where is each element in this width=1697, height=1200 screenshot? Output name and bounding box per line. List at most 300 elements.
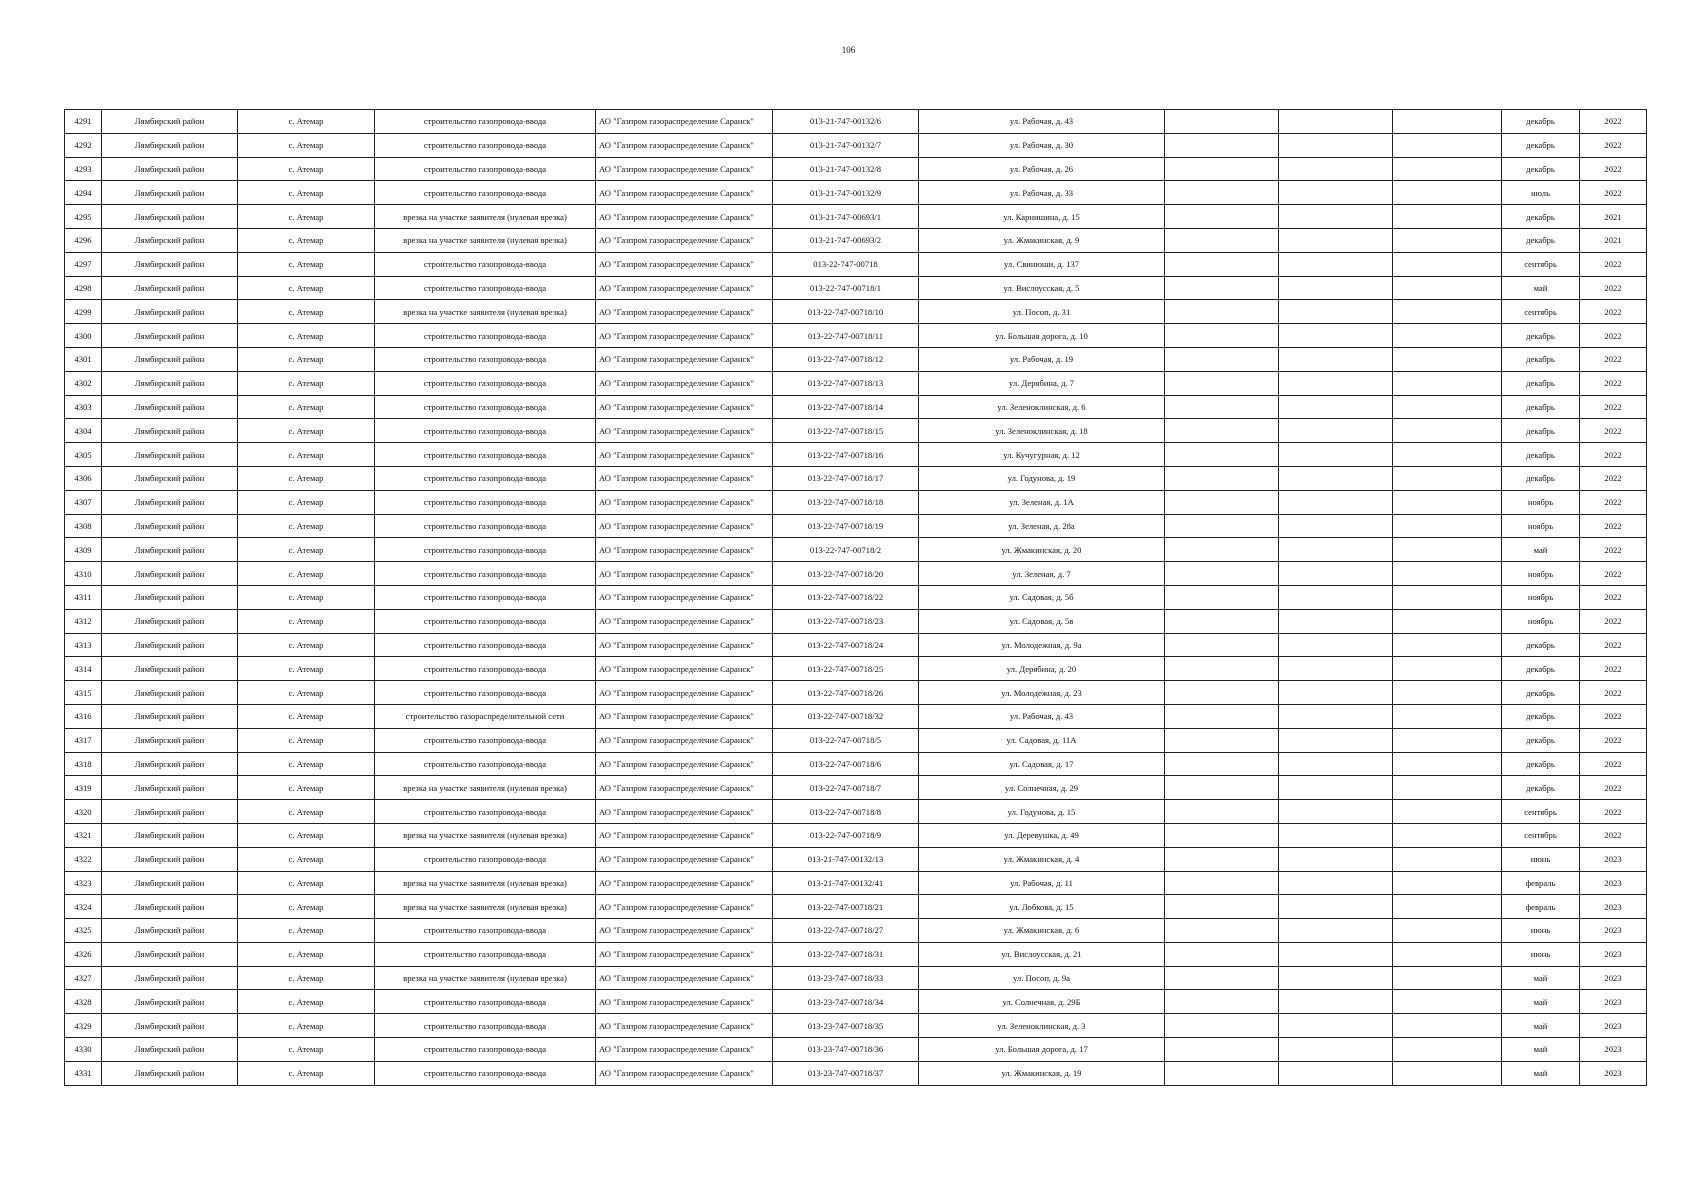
- cell-district: Лямбирский район: [102, 585, 238, 609]
- cell-address: ул. Садовая, д. 5в: [919, 609, 1165, 633]
- cell-work-type: строительство газопровода-ввода: [375, 181, 596, 205]
- cell-settlement: с. Атемар: [238, 704, 375, 728]
- cell-district: Лямбирский район: [102, 1014, 238, 1038]
- table-row: [65, 1038, 1647, 1062]
- cell-empty-col-1: [1165, 324, 1279, 348]
- cell-month: декабрь: [1502, 752, 1580, 776]
- cell-application-number: 013-21-747-00132/7: [773, 133, 919, 157]
- cell-year: 2023: [1580, 990, 1647, 1014]
- cell-year: 2021: [1580, 228, 1647, 252]
- cell-application-number: 013-22-747-00718/16: [773, 443, 919, 467]
- cell-month: ноябрь: [1502, 514, 1580, 538]
- cell-empty-col-2: [1279, 443, 1393, 467]
- cell-settlement: с. Атемар: [238, 966, 375, 990]
- cell-empty-col-2: [1279, 110, 1393, 134]
- cell-row-number: 4297: [65, 252, 102, 276]
- cell-empty-col-1: [1165, 609, 1279, 633]
- cell-application-number: 013-22-747-00718/6: [773, 752, 919, 776]
- cell-district: Лямбирский район: [102, 371, 238, 395]
- cell-year: 2022: [1580, 300, 1647, 324]
- cell-row-number: 4330: [65, 1038, 102, 1062]
- cell-year: 2021: [1580, 205, 1647, 229]
- table-row: [65, 395, 1647, 419]
- cell-district: Лямбирский район: [102, 681, 238, 705]
- cell-row-number: 4327: [65, 966, 102, 990]
- cell-application-number: 013-22-747-00718/5: [773, 728, 919, 752]
- table-row: [65, 514, 1647, 538]
- cell-year: 2023: [1580, 871, 1647, 895]
- cell-row-number: 4301: [65, 347, 102, 371]
- cell-district: Лямбирский район: [102, 538, 238, 562]
- cell-work-type: строительство газопровода-ввода: [375, 1061, 596, 1085]
- cell-work-type: строительство газопровода-ввода: [375, 1038, 596, 1062]
- cell-empty-col-2: [1279, 514, 1393, 538]
- cell-settlement: с. Атемар: [238, 419, 375, 443]
- cell-address: ул. Садовая, д. 17: [919, 752, 1165, 776]
- cell-district: Лямбирский район: [102, 728, 238, 752]
- cell-empty-col-1: [1165, 657, 1279, 681]
- cell-empty-col-2: [1279, 657, 1393, 681]
- cell-application-number: 013-22-747-00718/11: [773, 324, 919, 348]
- table-row: [65, 728, 1647, 752]
- table-row: [65, 371, 1647, 395]
- cell-empty-col-1: [1165, 1038, 1279, 1062]
- cell-year: 2022: [1580, 371, 1647, 395]
- cell-settlement: с. Атемар: [238, 205, 375, 229]
- cell-empty-col-3: [1393, 681, 1502, 705]
- cell-year: 2022: [1580, 800, 1647, 824]
- cell-work-type: строительство газопровода-ввода: [375, 157, 596, 181]
- cell-organization: АО "Газпром газораспределение Саранск": [596, 704, 773, 728]
- cell-settlement: с. Атемар: [238, 657, 375, 681]
- cell-address: ул. Рабочая, д. 26: [919, 157, 1165, 181]
- cell-year: 2022: [1580, 657, 1647, 681]
- cell-row-number: 4325: [65, 919, 102, 943]
- cell-address: ул. Зеленая, д. 28а: [919, 514, 1165, 538]
- cell-settlement: с. Атемар: [238, 228, 375, 252]
- cell-month: сентябрь: [1502, 300, 1580, 324]
- cell-settlement: с. Атемар: [238, 133, 375, 157]
- cell-settlement: с. Атемар: [238, 514, 375, 538]
- cell-application-number: 013-22-747-00718/32: [773, 704, 919, 728]
- cell-empty-col-1: [1165, 228, 1279, 252]
- cell-empty-col-3: [1393, 895, 1502, 919]
- cell-row-number: 4322: [65, 847, 102, 871]
- cell-address: ул. Солнечная, д. 29: [919, 776, 1165, 800]
- cell-settlement: с. Атемар: [238, 466, 375, 490]
- cell-organization: АО "Газпром газораспределение Саранск": [596, 609, 773, 633]
- cell-month: декабрь: [1502, 466, 1580, 490]
- cell-application-number: 013-22-747-00718/14: [773, 395, 919, 419]
- cell-work-type: строительство газопровода-ввода: [375, 395, 596, 419]
- cell-organization: АО "Газпром газораспределение Саранск": [596, 466, 773, 490]
- cell-year: 2022: [1580, 538, 1647, 562]
- cell-empty-col-2: [1279, 347, 1393, 371]
- cell-empty-col-3: [1393, 205, 1502, 229]
- cell-row-number: 4310: [65, 562, 102, 586]
- cell-settlement: с. Атемар: [238, 347, 375, 371]
- cell-work-type: строительство газопровода-ввода: [375, 681, 596, 705]
- cell-year: 2022: [1580, 681, 1647, 705]
- cell-month: декабрь: [1502, 633, 1580, 657]
- cell-district: Лямбирский район: [102, 514, 238, 538]
- cell-year: 2022: [1580, 490, 1647, 514]
- cell-year: 2022: [1580, 276, 1647, 300]
- table-row: [65, 966, 1647, 990]
- cell-application-number: 013-23-747-00718/35: [773, 1014, 919, 1038]
- table-row: [65, 228, 1647, 252]
- table-row: [65, 823, 1647, 847]
- cell-empty-col-3: [1393, 776, 1502, 800]
- cell-district: Лямбирский район: [102, 633, 238, 657]
- cell-empty-col-3: [1393, 752, 1502, 776]
- cell-work-type: строительство газопровода-ввода: [375, 919, 596, 943]
- cell-empty-col-2: [1279, 466, 1393, 490]
- cell-settlement: с. Атемар: [238, 585, 375, 609]
- cell-organization: АО "Газпром газораспределение Саранск": [596, 633, 773, 657]
- cell-month: декабрь: [1502, 110, 1580, 134]
- cell-year: 2022: [1580, 419, 1647, 443]
- registry-table: [64, 109, 1647, 1086]
- cell-district: Лямбирский район: [102, 466, 238, 490]
- cell-organization: АО "Газпром газораспределение Саранск": [596, 752, 773, 776]
- cell-settlement: с. Атемар: [238, 633, 375, 657]
- cell-work-type: строительство газопровода-ввода: [375, 276, 596, 300]
- cell-application-number: 013-22-747-00718/15: [773, 419, 919, 443]
- cell-work-type: строительство газопровода-ввода: [375, 609, 596, 633]
- table-row: [65, 776, 1647, 800]
- cell-empty-col-2: [1279, 800, 1393, 824]
- cell-work-type: врезка на участке заявителя (нулевая врезка): [375, 205, 596, 229]
- cell-work-type: врезка на участке заявителя (нулевая врезка): [375, 966, 596, 990]
- cell-empty-col-2: [1279, 324, 1393, 348]
- table-row: [65, 419, 1647, 443]
- cell-year: 2023: [1580, 895, 1647, 919]
- cell-year: 2022: [1580, 443, 1647, 467]
- cell-district: Лямбирский район: [102, 228, 238, 252]
- table-row: [65, 1014, 1647, 1038]
- cell-application-number: 013-22-747-00718/24: [773, 633, 919, 657]
- cell-row-number: 4296: [65, 228, 102, 252]
- cell-application-number: 013-22-747-00718/1: [773, 276, 919, 300]
- cell-work-type: строительство газопровода-ввода: [375, 252, 596, 276]
- cell-settlement: с. Атемар: [238, 181, 375, 205]
- cell-work-type: врезка на участке заявителя (нулевая врезка): [375, 871, 596, 895]
- cell-address: ул. Лобкова, д. 15: [919, 895, 1165, 919]
- cell-district: Лямбирский район: [102, 110, 238, 134]
- cell-district: Лямбирский район: [102, 776, 238, 800]
- cell-month: ноябрь: [1502, 609, 1580, 633]
- cell-year: 2022: [1580, 157, 1647, 181]
- cell-year: 2022: [1580, 133, 1647, 157]
- cell-district: Лямбирский район: [102, 443, 238, 467]
- cell-settlement: с. Атемар: [238, 895, 375, 919]
- cell-row-number: 4329: [65, 1014, 102, 1038]
- cell-row-number: 4314: [65, 657, 102, 681]
- cell-empty-col-3: [1393, 871, 1502, 895]
- cell-work-type: строительство газораспределительной сети: [375, 704, 596, 728]
- cell-empty-col-3: [1393, 847, 1502, 871]
- cell-empty-col-1: [1165, 395, 1279, 419]
- table-row: [65, 990, 1647, 1014]
- cell-empty-col-2: [1279, 776, 1393, 800]
- cell-empty-col-3: [1393, 395, 1502, 419]
- cell-year: 2023: [1580, 919, 1647, 943]
- cell-application-number: 013-21-747-00132/8: [773, 157, 919, 181]
- cell-year: 2022: [1580, 704, 1647, 728]
- cell-empty-col-1: [1165, 252, 1279, 276]
- cell-month: декабрь: [1502, 681, 1580, 705]
- cell-month: сентябрь: [1502, 823, 1580, 847]
- cell-empty-col-1: [1165, 443, 1279, 467]
- cell-empty-col-2: [1279, 181, 1393, 205]
- cell-empty-col-2: [1279, 419, 1393, 443]
- cell-application-number: 013-22-747-00718/23: [773, 609, 919, 633]
- cell-year: 2023: [1580, 966, 1647, 990]
- cell-work-type: строительство газопровода-ввода: [375, 371, 596, 395]
- cell-empty-col-2: [1279, 728, 1393, 752]
- cell-settlement: с. Атемар: [238, 800, 375, 824]
- cell-month: июнь: [1502, 919, 1580, 943]
- cell-work-type: строительство газопровода-ввода: [375, 562, 596, 586]
- cell-empty-col-3: [1393, 324, 1502, 348]
- cell-address: ул. Зеленоклинская, д. 3: [919, 1014, 1165, 1038]
- cell-year: 2022: [1580, 324, 1647, 348]
- cell-address: ул. Деревушка, д. 49: [919, 823, 1165, 847]
- cell-application-number: 013-23-747-00718/37: [773, 1061, 919, 1085]
- cell-district: Лямбирский район: [102, 823, 238, 847]
- cell-work-type: строительство газопровода-ввода: [375, 585, 596, 609]
- cell-month: июль: [1502, 181, 1580, 205]
- cell-row-number: 4323: [65, 871, 102, 895]
- cell-settlement: с. Атемар: [238, 300, 375, 324]
- cell-empty-col-2: [1279, 538, 1393, 562]
- cell-work-type: строительство газопровода-ввода: [375, 538, 596, 562]
- cell-month: май: [1502, 1014, 1580, 1038]
- cell-empty-col-1: [1165, 419, 1279, 443]
- cell-empty-col-3: [1393, 728, 1502, 752]
- cell-month: май: [1502, 966, 1580, 990]
- cell-empty-col-1: [1165, 990, 1279, 1014]
- cell-empty-col-3: [1393, 110, 1502, 134]
- cell-organization: АО "Газпром газораспределение Саранск": [596, 942, 773, 966]
- cell-empty-col-1: [1165, 371, 1279, 395]
- table-row: [65, 633, 1647, 657]
- cell-empty-col-1: [1165, 133, 1279, 157]
- cell-organization: АО "Газпром газораспределение Саранск": [596, 847, 773, 871]
- cell-empty-col-1: [1165, 300, 1279, 324]
- cell-row-number: 4313: [65, 633, 102, 657]
- cell-month: июнь: [1502, 847, 1580, 871]
- cell-organization: АО "Газпром газораспределение Саранск": [596, 490, 773, 514]
- cell-address: ул. Жмакинская, д. 20: [919, 538, 1165, 562]
- cell-month: декабрь: [1502, 324, 1580, 348]
- cell-row-number: 4308: [65, 514, 102, 538]
- cell-work-type: врезка на участке заявителя (нулевая врезка): [375, 300, 596, 324]
- cell-empty-col-3: [1393, 300, 1502, 324]
- cell-address: ул. Рабочая, д. 33: [919, 181, 1165, 205]
- cell-organization: АО "Газпром газораспределение Саранск": [596, 347, 773, 371]
- cell-empty-col-2: [1279, 276, 1393, 300]
- table-row: [65, 133, 1647, 157]
- cell-empty-col-2: [1279, 562, 1393, 586]
- cell-empty-col-1: [1165, 514, 1279, 538]
- cell-work-type: строительство газопровода-ввода: [375, 443, 596, 467]
- cell-empty-col-3: [1393, 990, 1502, 1014]
- cell-empty-col-1: [1165, 110, 1279, 134]
- cell-application-number: 013-22-747-00718/9: [773, 823, 919, 847]
- cell-year: 2022: [1580, 395, 1647, 419]
- cell-address: ул. Солнечная, д. 29Б: [919, 990, 1165, 1014]
- cell-district: Лямбирский район: [102, 133, 238, 157]
- cell-empty-col-2: [1279, 966, 1393, 990]
- cell-organization: АО "Газпром газораспределение Саранск": [596, 300, 773, 324]
- cell-organization: АО "Газпром газораспределение Саранск": [596, 371, 773, 395]
- cell-year: 2023: [1580, 1038, 1647, 1062]
- cell-organization: АО "Газпром газораспределение Саранск": [596, 157, 773, 181]
- cell-month: декабрь: [1502, 205, 1580, 229]
- cell-district: Лямбирский район: [102, 657, 238, 681]
- cell-empty-col-1: [1165, 800, 1279, 824]
- cell-year: 2022: [1580, 823, 1647, 847]
- cell-district: Лямбирский район: [102, 252, 238, 276]
- cell-work-type: строительство газопровода-ввода: [375, 1014, 596, 1038]
- cell-empty-col-2: [1279, 157, 1393, 181]
- cell-application-number: 013-21-747-00693/1: [773, 205, 919, 229]
- cell-organization: АО "Газпром газораспределение Саранск": [596, 205, 773, 229]
- cell-month: ноябрь: [1502, 490, 1580, 514]
- cell-settlement: с. Атемар: [238, 847, 375, 871]
- cell-row-number: 4298: [65, 276, 102, 300]
- cell-settlement: с. Атемар: [238, 157, 375, 181]
- table-row: [65, 490, 1647, 514]
- cell-empty-col-1: [1165, 1014, 1279, 1038]
- cell-district: Лямбирский район: [102, 1038, 238, 1062]
- cell-year: 2023: [1580, 1061, 1647, 1085]
- cell-application-number: 013-21-747-00693/2: [773, 228, 919, 252]
- cell-organization: АО "Газпром газораспределение Саранск": [596, 990, 773, 1014]
- cell-district: Лямбирский район: [102, 704, 238, 728]
- cell-application-number: 013-21-747-00132/41: [773, 871, 919, 895]
- cell-organization: АО "Газпром газораспределение Саранск": [596, 776, 773, 800]
- cell-empty-col-3: [1393, 823, 1502, 847]
- cell-empty-col-2: [1279, 133, 1393, 157]
- cell-district: Лямбирский район: [102, 895, 238, 919]
- cell-settlement: с. Атемар: [238, 538, 375, 562]
- table-row: [65, 1061, 1647, 1085]
- cell-application-number: 013-22-747-00718/21: [773, 895, 919, 919]
- cell-empty-col-3: [1393, 919, 1502, 943]
- cell-month: май: [1502, 990, 1580, 1014]
- cell-empty-col-1: [1165, 633, 1279, 657]
- cell-empty-col-2: [1279, 895, 1393, 919]
- table-row: [65, 657, 1647, 681]
- cell-district: Лямбирский район: [102, 419, 238, 443]
- cell-organization: АО "Газпром газораспределение Саранск": [596, 228, 773, 252]
- cell-work-type: строительство газопровода-ввода: [375, 110, 596, 134]
- cell-year: 2023: [1580, 1014, 1647, 1038]
- cell-district: Лямбирский район: [102, 324, 238, 348]
- cell-settlement: с. Атемар: [238, 942, 375, 966]
- cell-application-number: 013-23-747-00718/33: [773, 966, 919, 990]
- cell-address: ул. Свинюши, д. 137: [919, 252, 1165, 276]
- cell-empty-col-3: [1393, 704, 1502, 728]
- cell-row-number: 4294: [65, 181, 102, 205]
- cell-organization: АО "Газпром газораспределение Саранск": [596, 110, 773, 134]
- cell-organization: АО "Газпром газораспределение Саранск": [596, 919, 773, 943]
- cell-month: декабрь: [1502, 443, 1580, 467]
- cell-month: декабрь: [1502, 776, 1580, 800]
- cell-application-number: 013-22-747-00718/13: [773, 371, 919, 395]
- cell-application-number: 013-22-747-00718/8: [773, 800, 919, 824]
- cell-organization: АО "Газпром газораспределение Саранск": [596, 1014, 773, 1038]
- cell-empty-col-3: [1393, 966, 1502, 990]
- cell-row-number: 4312: [65, 609, 102, 633]
- cell-work-type: строительство газопровода-ввода: [375, 324, 596, 348]
- cell-address: ул. Рабочая, д. 30: [919, 133, 1165, 157]
- cell-organization: АО "Газпром газораспределение Саранск": [596, 800, 773, 824]
- cell-row-number: 4324: [65, 895, 102, 919]
- cell-address: ул. Карнишина, д. 15: [919, 205, 1165, 229]
- cell-work-type: врезка на участке заявителя (нулевая врезка): [375, 228, 596, 252]
- cell-row-number: 4319: [65, 776, 102, 800]
- cell-address: ул. Молодежная, д. 9а: [919, 633, 1165, 657]
- cell-empty-col-2: [1279, 228, 1393, 252]
- cell-organization: АО "Газпром газораспределение Саранск": [596, 538, 773, 562]
- table-row: [65, 752, 1647, 776]
- cell-month: декабрь: [1502, 228, 1580, 252]
- cell-organization: АО "Газпром газораспределение Саранск": [596, 657, 773, 681]
- cell-district: Лямбирский район: [102, 490, 238, 514]
- cell-address: ул. Посоп, д. 31: [919, 300, 1165, 324]
- cell-settlement: с. Атемар: [238, 490, 375, 514]
- cell-empty-col-2: [1279, 490, 1393, 514]
- cell-month: декабрь: [1502, 347, 1580, 371]
- cell-work-type: строительство газопровода-ввода: [375, 942, 596, 966]
- cell-month: декабрь: [1502, 728, 1580, 752]
- cell-application-number: 013-22-747-00718/17: [773, 466, 919, 490]
- cell-empty-col-1: [1165, 490, 1279, 514]
- table-row: [65, 157, 1647, 181]
- cell-empty-col-2: [1279, 919, 1393, 943]
- cell-row-number: 4292: [65, 133, 102, 157]
- cell-year: 2023: [1580, 847, 1647, 871]
- cell-empty-col-3: [1393, 371, 1502, 395]
- table-row: [65, 205, 1647, 229]
- table-row: [65, 681, 1647, 705]
- cell-organization: АО "Газпром газораспределение Саранск": [596, 562, 773, 586]
- cell-year: 2022: [1580, 633, 1647, 657]
- cell-empty-col-3: [1393, 347, 1502, 371]
- cell-application-number: 013-23-747-00718/34: [773, 990, 919, 1014]
- cell-row-number: 4316: [65, 704, 102, 728]
- cell-month: декабрь: [1502, 657, 1580, 681]
- cell-application-number: 013-22-747-00718/26: [773, 681, 919, 705]
- cell-empty-col-3: [1393, 157, 1502, 181]
- cell-empty-col-2: [1279, 942, 1393, 966]
- cell-application-number: 013-22-747-00718/12: [773, 347, 919, 371]
- cell-year: 2022: [1580, 252, 1647, 276]
- cell-organization: АО "Газпром газораспределение Саранск": [596, 823, 773, 847]
- cell-empty-col-1: [1165, 895, 1279, 919]
- cell-application-number: 013-22-747-00718: [773, 252, 919, 276]
- cell-district: Лямбирский район: [102, 966, 238, 990]
- cell-work-type: строительство газопровода-ввода: [375, 657, 596, 681]
- cell-settlement: с. Атемар: [238, 395, 375, 419]
- cell-empty-col-3: [1393, 252, 1502, 276]
- cell-month: ноябрь: [1502, 585, 1580, 609]
- cell-empty-col-3: [1393, 228, 1502, 252]
